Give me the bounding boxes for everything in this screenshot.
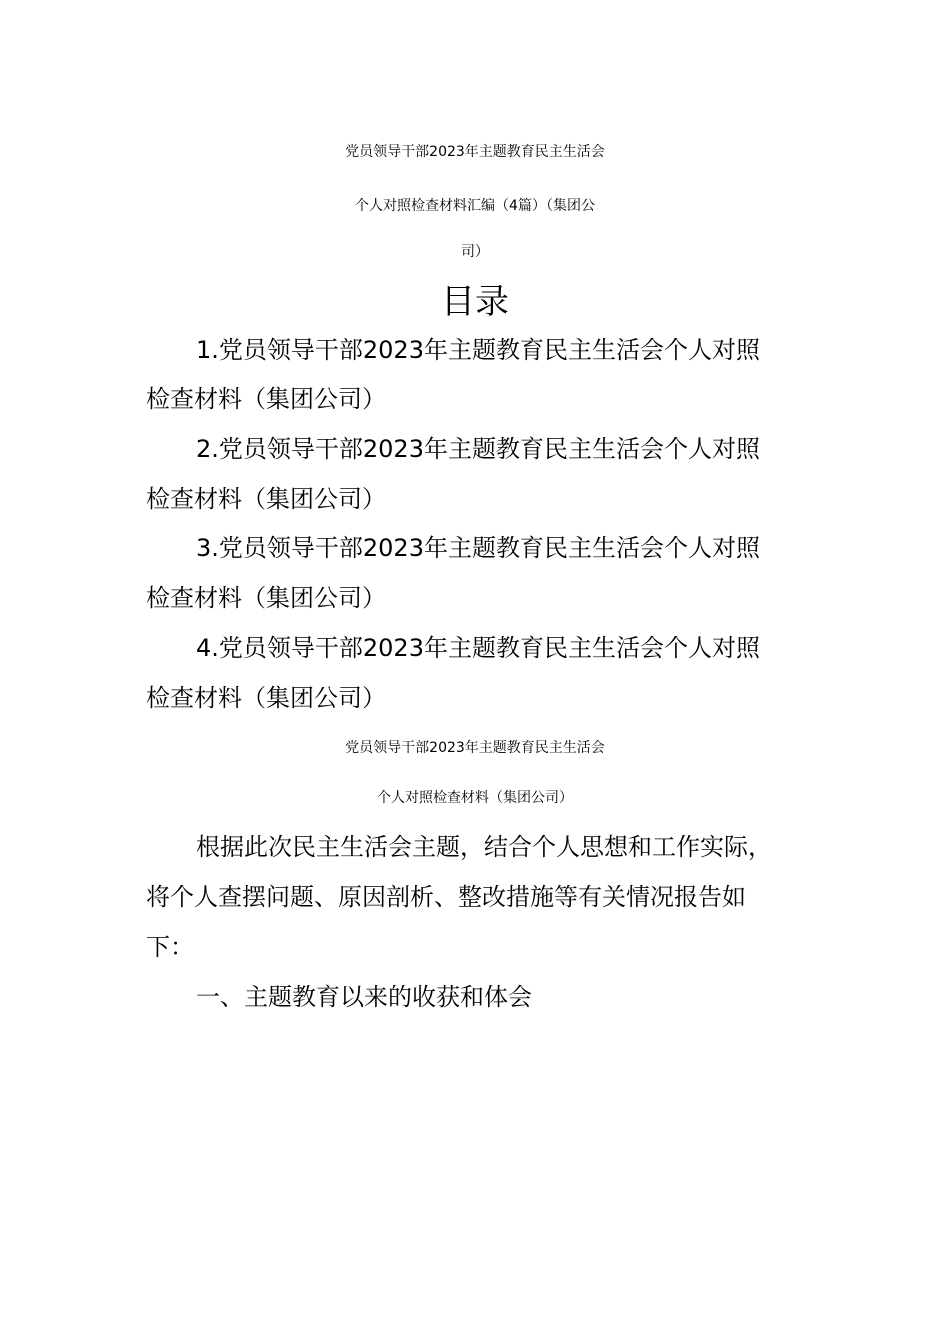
article-title-line-2: 个人对照检查材料（集团公司） xyxy=(377,790,573,806)
section-1-heading: 一、主题教育以来的收获和体会 xyxy=(196,983,532,1011)
intro-line-3: 下： xyxy=(146,933,194,961)
intro-line-1: 根据此次民主生活会主题，结合个人思想和工作实际， xyxy=(196,833,772,861)
doc-title-line-1: 党员领导干部2023年主题教育民主生活会 xyxy=(345,144,605,160)
doc-title-line-3: 司） xyxy=(461,244,489,260)
article-title-line-1: 党员领导干部2023年主题教育民主生活会 xyxy=(345,740,605,756)
toc-item-1-line-2: 检查材料（集团公司） xyxy=(146,385,386,413)
toc-item-3-line-2: 检查材料（集团公司） xyxy=(146,584,386,612)
intro-line-2: 将个人查摆问题、原因剖析、整改措施等有关情况报告如 xyxy=(146,883,746,911)
toc-item-2-line-2: 检查材料（集团公司） xyxy=(146,485,386,513)
toc-item-1-line-1: 1.党员领导干部2023年主题教育民主生活会个人对照 xyxy=(196,336,760,364)
toc-item-4-line-2: 检查材料（集团公司） xyxy=(146,684,386,712)
toc-item-3-line-1: 3.党员领导干部2023年主题教育民主生活会个人对照 xyxy=(196,534,760,562)
toc-heading: 目录 xyxy=(441,282,509,322)
doc-title-line-2: 个人对照检查材料汇编（4篇）（集团公 xyxy=(355,198,595,214)
toc-item-4-line-1: 4.党员领导干部2023年主题教育民主生活会个人对照 xyxy=(196,634,760,662)
toc-item-2-line-1: 2.党员领导干部2023年主题教育民主生活会个人对照 xyxy=(196,435,760,463)
